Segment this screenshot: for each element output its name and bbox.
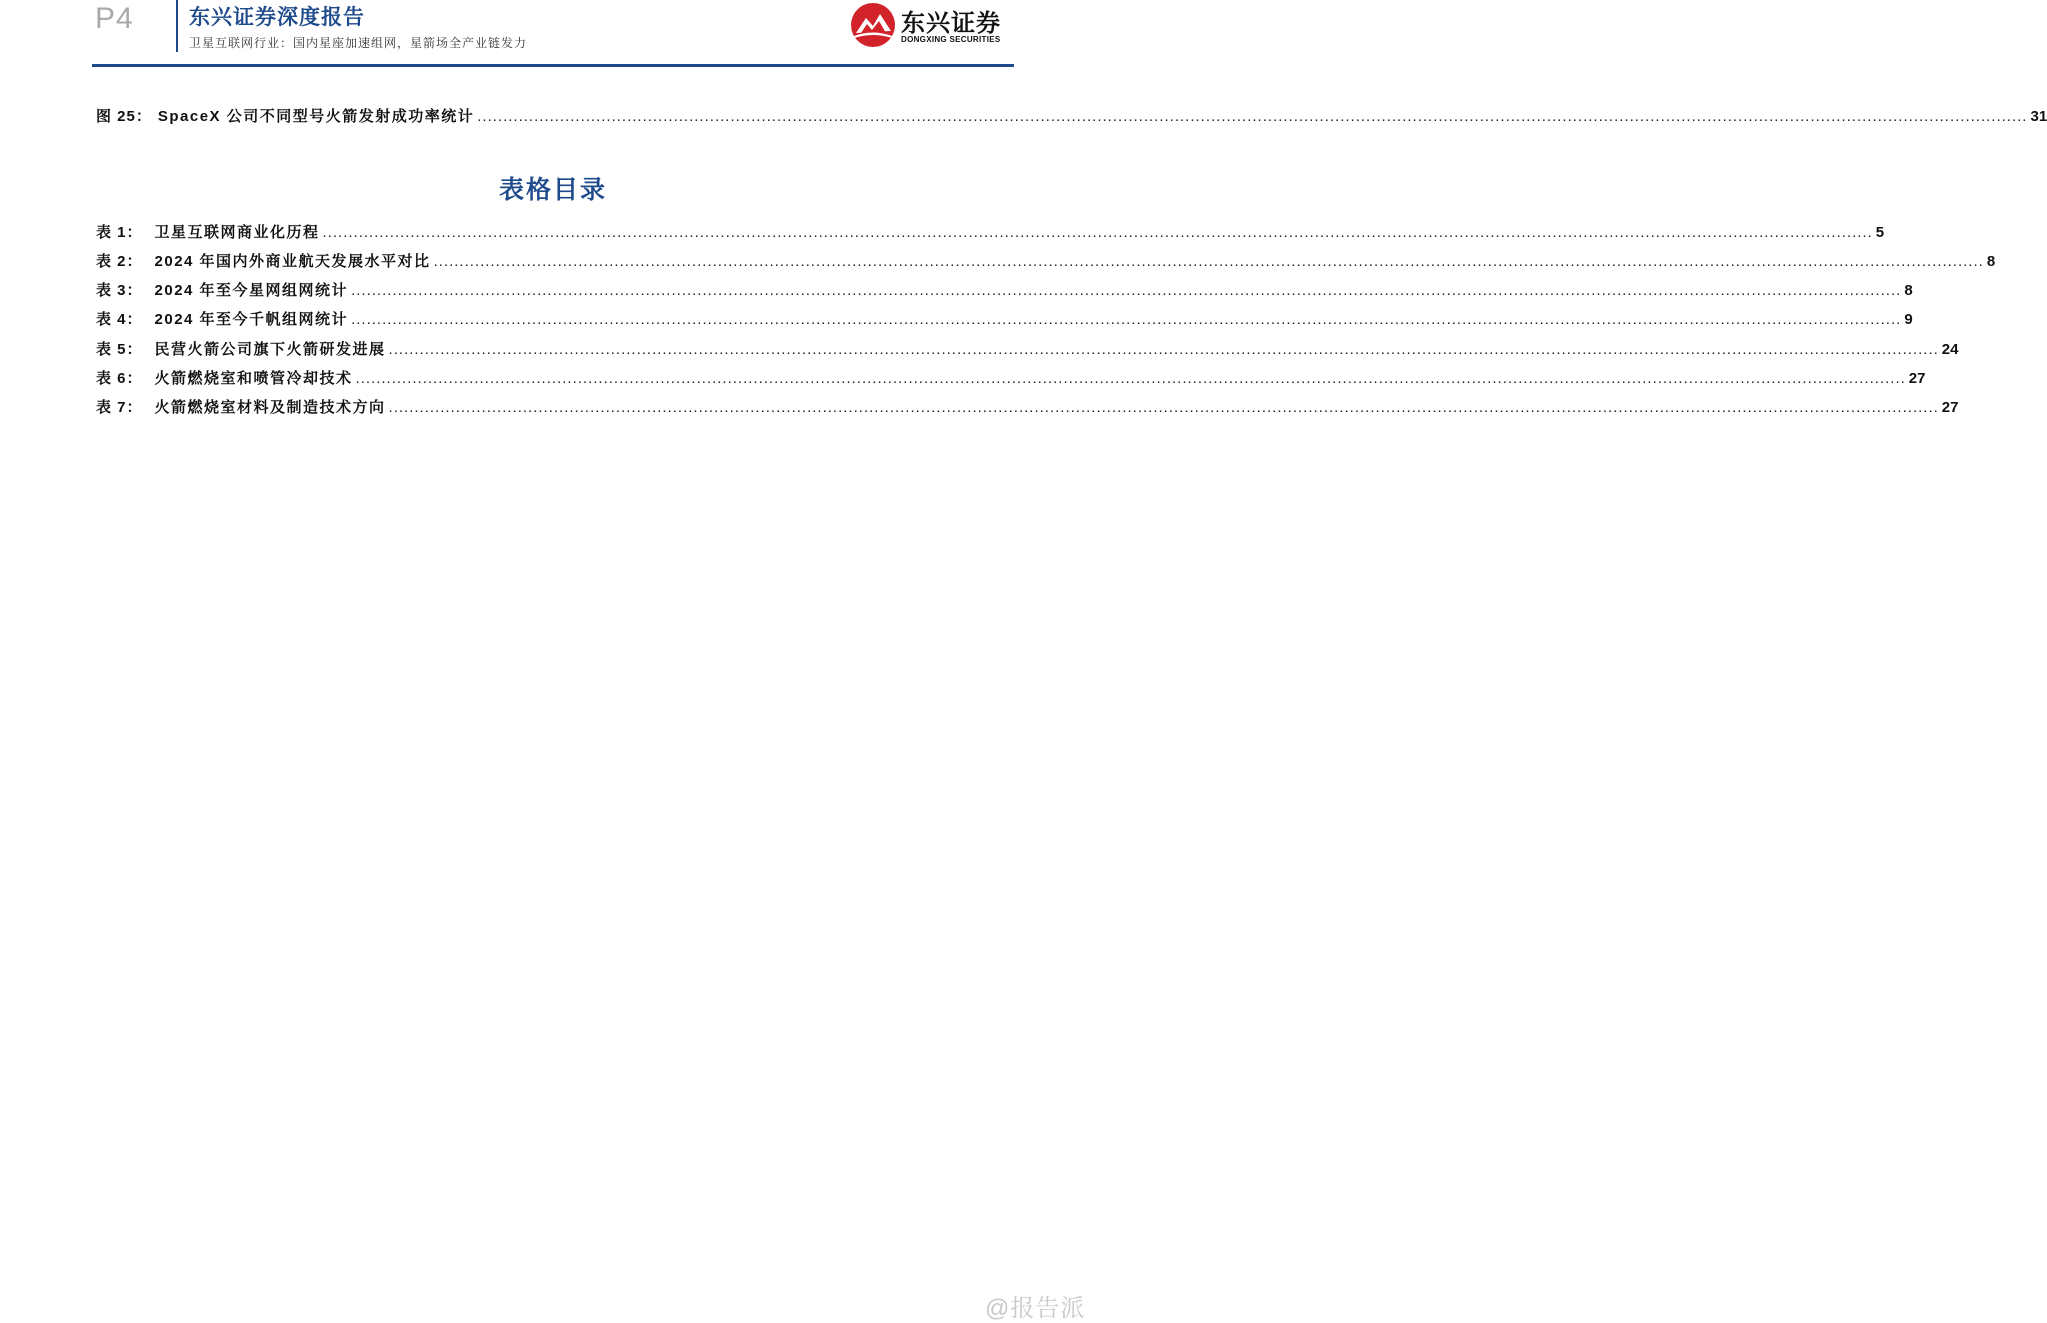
table-toc-entry[interactable]: [96, 308, 1913, 330]
entry-page: 9: [1904, 311, 1913, 328]
entry-page: 8: [1986, 253, 1996, 270]
entry-number: 表 1：: [96, 224, 143, 241]
table-toc-entry[interactable]: [96, 250, 1996, 272]
table-toc-entry[interactable]: [96, 279, 1913, 301]
entry-title: 2024 年国内外商业航天发展水平对比: [154, 253, 431, 270]
header-rule: [92, 64, 1014, 67]
entry-number: 表 6：: [96, 370, 143, 387]
entry-title: SpaceX 公司不同型号火箭发射成功率统计: [157, 108, 475, 125]
leader-dots: ............................................................................................................................................................................................................................................................................................................: [355, 370, 1906, 387]
entry-number: 图 25：: [96, 108, 152, 125]
entry-title: 2024 年至今千帆组网统计: [154, 311, 349, 328]
entry-number: 表 4：: [96, 311, 143, 328]
logo-english-text: DONGXING SECURITIES: [901, 35, 1001, 44]
table-toc-entry[interactable]: [96, 338, 1959, 360]
entry-title: 火箭燃烧室材料及制造技术方向: [154, 399, 386, 416]
leader-dots: ............................................................................................................................................................................................................................................................................................................: [351, 282, 1902, 299]
report-title: 东兴证券深度报告: [189, 6, 365, 29]
entry-page: 5: [1875, 224, 1885, 241]
entry-page: 31: [2030, 108, 2047, 125]
leader-dots: ............................................................................................................................................................................................................................................................................................................: [433, 253, 1984, 270]
table-toc-entry[interactable]: [96, 396, 1959, 418]
company-logo: [850, 2, 1020, 48]
entry-page: 8: [1904, 282, 1913, 299]
entry-page: 27: [1941, 399, 1959, 416]
leader-dots: ............................................................................................................................................................................................................................................................................................................: [477, 108, 2028, 125]
leader-dots: ............................................................................................................................................................................................................................................................................................................: [322, 224, 1873, 241]
header-divider: [176, 0, 178, 52]
logo-chinese-text: 东兴证券: [901, 10, 1001, 37]
page-number: P4: [95, 2, 134, 35]
leader-dots: ............................................................................................................................................................................................................................................................................................................: [351, 311, 1902, 328]
entry-number: 表 7：: [96, 399, 143, 416]
entry-page: 27: [1908, 370, 1926, 387]
entry-number: 表 2：: [96, 253, 143, 270]
leader-dots: ............................................................................................................................................................................................................................................................................................................: [388, 341, 1939, 358]
entry-title: 卫星互联网商业化历程: [154, 224, 320, 241]
page-header: [0, 0, 1106, 70]
watermark: @报告派: [985, 1295, 1086, 1322]
table-of-tables-heading: 表格目录: [498, 176, 607, 204]
entry-number: 表 3：: [96, 282, 143, 299]
leader-dots: ............................................................................................................................................................................................................................................................................................................: [388, 399, 1939, 416]
entry-title: 2024 年至今星网组网统计: [154, 282, 349, 299]
logo-mark-icon: [850, 2, 896, 48]
entry-title: 火箭燃烧室和喷管冷却技术: [154, 370, 353, 387]
report-subtitle: 卫星互联网行业：国内星座加速组网，星箭场全产业链发力: [189, 36, 528, 50]
table-toc-entry[interactable]: [96, 221, 1885, 243]
entry-title: 民营火箭公司旗下火箭研发进展: [154, 341, 386, 358]
table-toc-entry[interactable]: [96, 367, 1926, 389]
entry-page: 24: [1941, 341, 1959, 358]
entry-number: 表 5：: [96, 341, 143, 358]
figure-toc-entry[interactable]: [96, 105, 2047, 127]
